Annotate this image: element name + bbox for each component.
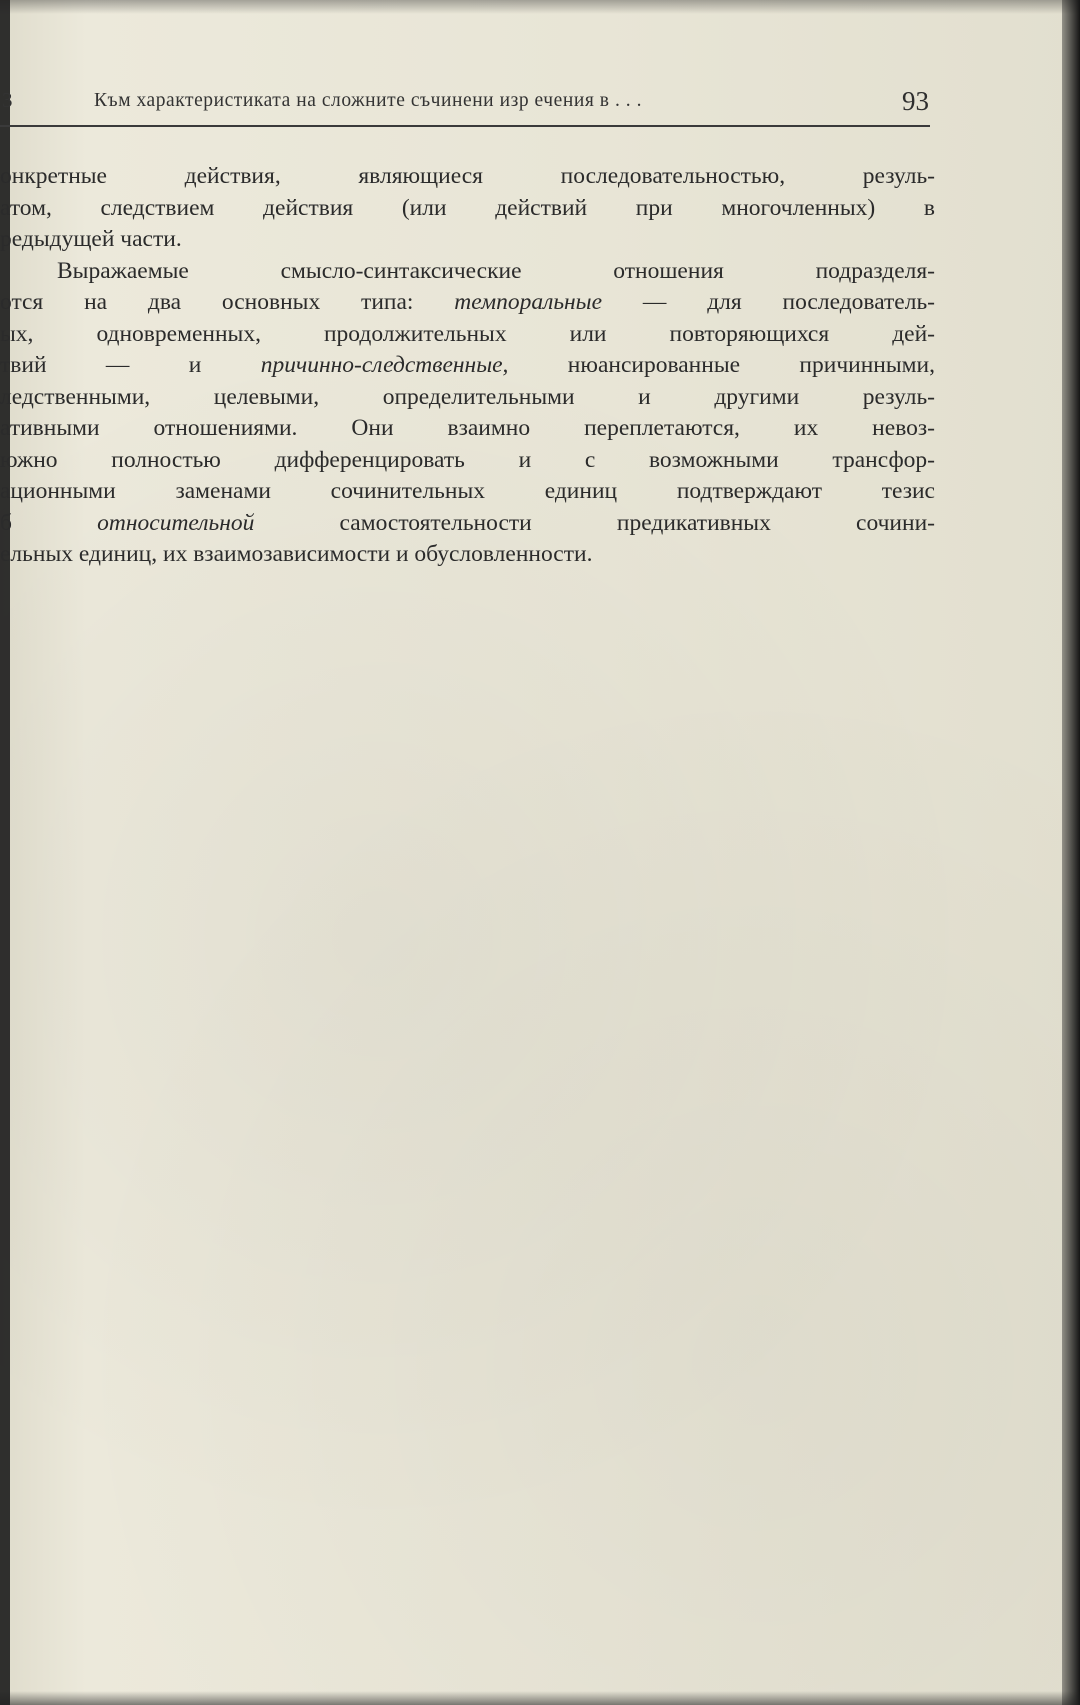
italic-term: причинно-следственные, (260, 352, 509, 378)
text-line (0, 413, 935, 445)
page-number: 93 (902, 86, 929, 116)
italic-term: темпоральные (454, 289, 603, 315)
text-segment: отся на два основных типа: (0, 289, 455, 315)
text-line-indented (0, 256, 935, 288)
text-segment: твий — и (0, 352, 261, 378)
italic-term: относительной (97, 509, 255, 536)
text-line (0, 287, 935, 319)
running-header (0, 86, 930, 126)
header-rule (0, 125, 930, 127)
text-line (0, 382, 935, 414)
text-segment: редыдущей части. (0, 226, 182, 252)
text-line (0, 350, 935, 382)
text-segment: — для последователь- (602, 289, 935, 315)
scan-bottom-shadow (0, 1691, 1080, 1705)
text-segment: нюансированные причинными, (508, 352, 935, 378)
text-line (0, 508, 935, 540)
text-line (0, 319, 935, 351)
text-segment: онкретные действия, являющиеся последовательностью, резуль- (0, 163, 935, 189)
text-segment: южно полностью дифференцировать и с возможными трансфор- (0, 446, 935, 473)
text-line (0, 224, 935, 256)
running-title: Към характеристиката на сложните съчинени изр ечения в . . . (94, 90, 643, 111)
text-line (0, 445, 935, 477)
text-line (0, 161, 935, 193)
text-segment: самостоятельности предикативных сочини- (254, 509, 935, 536)
scan-top-shadow (0, 0, 1080, 14)
text-segment: ледственными, целевыми, определительными и другими резуль- (0, 383, 935, 410)
scan-right-edge (1062, 0, 1080, 1705)
text-line (0, 476, 935, 508)
body-paragraphs (0, 161, 935, 571)
text-segment: ельных единиц, их взаимозависимости и обусловленности. (0, 541, 593, 567)
text-line (0, 539, 935, 571)
text-segment: ых, одновременных, продолжительных или повторяющихся дей- (0, 320, 935, 347)
text-segment: атом, следствием действия (или действий при многочленных) в (0, 194, 935, 221)
text-segment: ативными отношениями. Они взаимно переплетаются, их невоз- (0, 415, 935, 441)
text-segment: Выражаемые смысло-синтаксические отношения подразделя- (57, 257, 935, 284)
text-line (0, 193, 935, 225)
text-segment: ационными заменами сочинительных единиц подтверждают тезис (0, 478, 935, 504)
header-left-fragment: 3 (2, 88, 13, 112)
text-segment: б (0, 509, 98, 536)
